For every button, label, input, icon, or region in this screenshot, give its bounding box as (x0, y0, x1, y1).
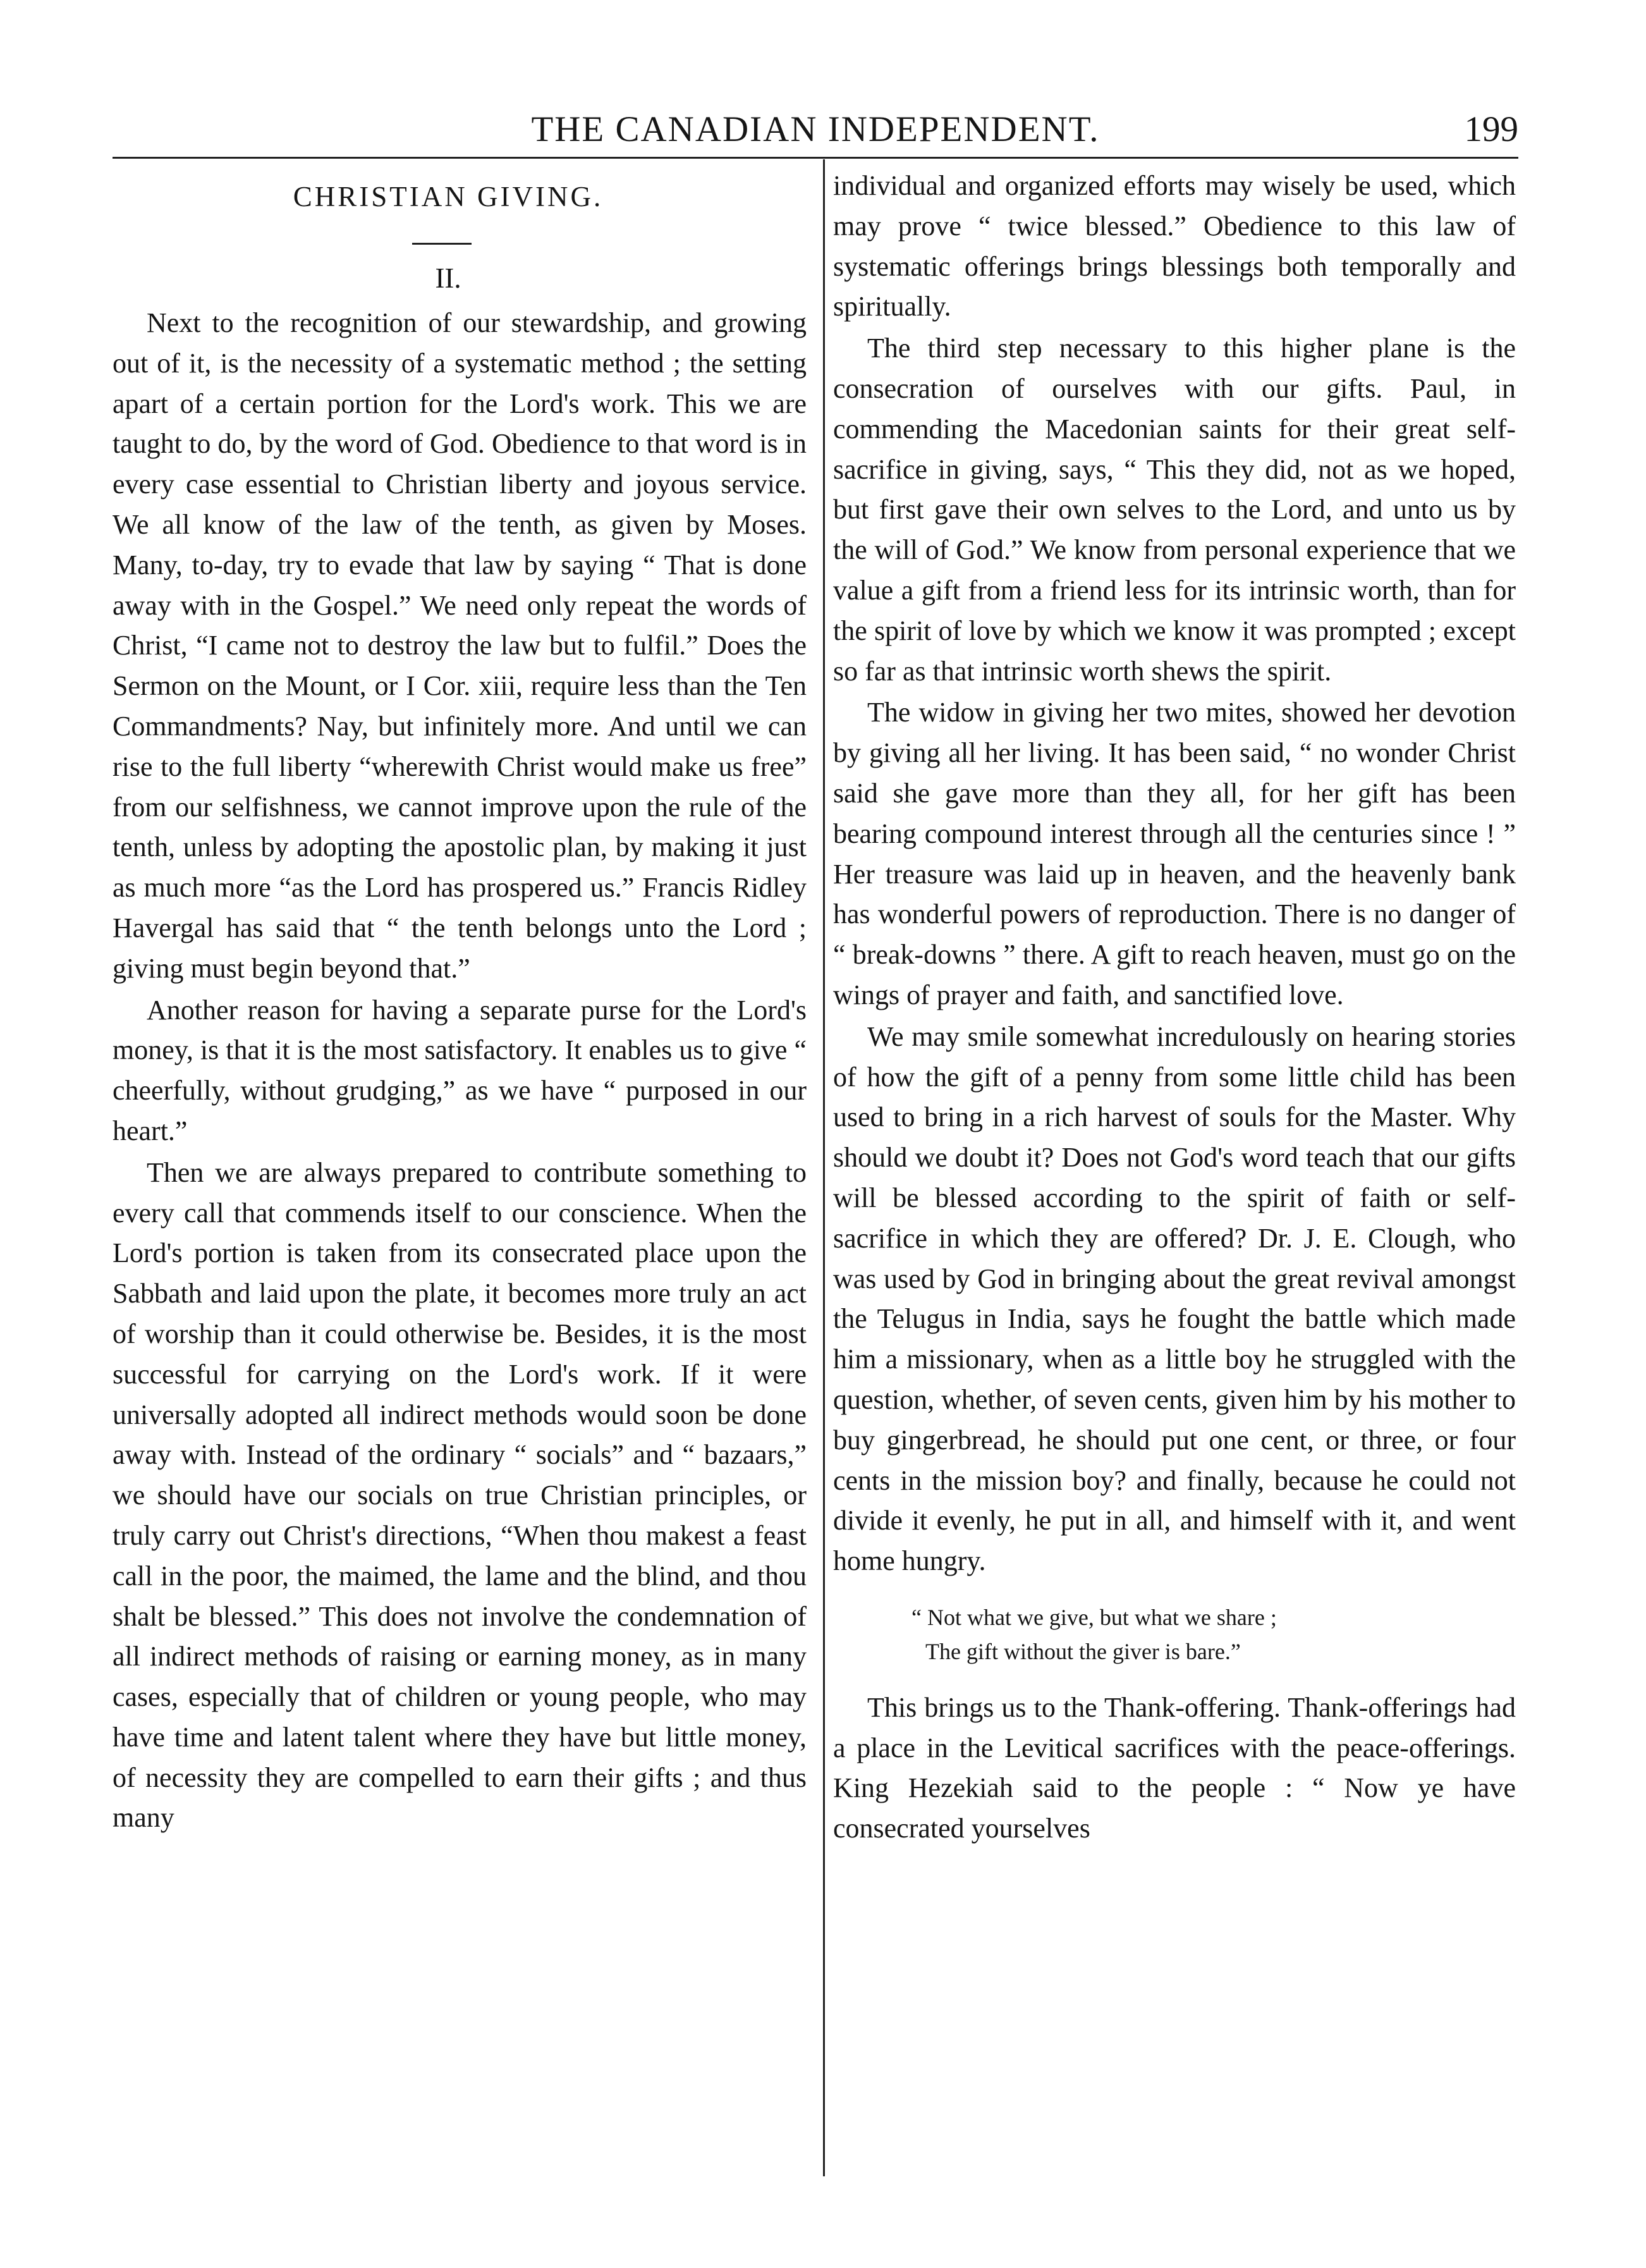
article-title: CHRISTIAN GIVING. (293, 181, 604, 212)
column-divider (823, 159, 825, 2176)
paragraph: The widow in giving her two mites, showed her devotion by giving all her living. It has been said, “ no wonder Christ said she gave more than they all, for her gift has been bearing compound interest through all the centuries since ! ” Her treasure was laid up in heaven, and the heavenly bank has wonderful powers of reproduction. There is no danger of “ break-downs ” there. A gift to reach heaven, must go on the wings of prayer and faith, and sanctified love. (833, 697, 1516, 1010)
verse-quote (833, 1600, 1516, 1669)
title-dash (412, 243, 472, 245)
left-column (113, 166, 807, 1838)
header-rule (113, 157, 1518, 159)
paragraph: The third step necessary to this higher plane is the consecration of ourselves with our gifts. Paul, in commending the Macedonian saints for their great self-sacrifice in giving, says, “ This they did, not as we hoped, but first gave their own selves to the Lord, and unto us by the will of God.” We know from personal experience that we value a gift from a friend less for its intrinsic worth, than for the spirit of love by which we know it was prompted ; except so far as that intrinsic worth shews the spirit. (833, 333, 1516, 687)
paragraph: individual and organized efforts may wisely be used, which may prove “ twice blessed.” Obedience to this law of systematic offerings brings blessings both temporally and spiritually. (833, 170, 1516, 322)
paragraph: This brings us to the Thank-offering. Thank-offerings had a place in the Levitical sacrifices with the peace-offerings. King Hezekiah said to the people : “ Now ye have consecrated yourselves (833, 1691, 1516, 1844)
journal-title: THE CANADIAN INDEPENDENT. (531, 109, 1100, 149)
article-part-number: II. (435, 262, 461, 294)
verse-line: “ Not what we give, but what we share ; (911, 1604, 1277, 1630)
verse-line: The gift without the giver is bare.” (925, 1638, 1241, 1664)
paragraph: Another reason for having a separate purse for the Lord's money, is that it is the most satisfactory. It enables us to give “ cheerfully, without grudging,” as we have “ purposed in our heart.” (113, 994, 807, 1146)
paragraph: We may smile somewhat incredulously on hearing stories of how the gift of a penny from some little child has been used to bring in a rich harvest of souls for the Master. Why should we doubt it? Does not God's word teach that our gifts will be blessed according to the spirit of faith or self-sacrifice in which they are offered? Dr. J. E. Clough, who was used by God in bringing about the great revival amongst the Telugus in India, says he fought the battle which made him a missionary, when as a little boy he struggled with the question, whether, of seven cents, given him by his mother to buy gingerbread, he should put one cent, or three, or four cents in the mission boy? and finally, because he could not divide it evenly, he put in all, and himself with it, and went home hungry. (833, 1021, 1516, 1577)
page-number: 199 (1464, 109, 1518, 149)
running-header (113, 106, 1518, 153)
right-column (833, 166, 1516, 1849)
paragraph: Then we are always prepared to contribute something to every call that commends itself to our conscience. When the Lord's portion is taken from its consecrated place upon the Sabbath and laid upon the plate, it becomes more truly an act of worship than it could otherwise be. Besides, it is the most successful for carrying on the Lord's work. If it were universally adopted all indirect methods would soon be done away with. Instead of the ordinary “ socials” and “ bazaars,” we should have our socials on true Christian principles, or truly carry out Christ's directions, “When thou makest a feast call in the poor, the maimed, the lame and the blind, and thou shalt be blessed.” This does not involve the condemnation of all indirect methods of raising or earning money, as in many cases, especially that of children or young people, who may have time and latent talent where they have but little money, of necessity they are compelled to earn their gifts ; and thus many (113, 1156, 807, 1834)
paragraph: Next to the recognition of our stewardship, and growing out of it, is the necessity of a systematic method ; the setting apart of a certain portion for the Lord's work. This we are taught to do, by the word of God. Obedience to that word is in every case essential to Christian liberty and joyous service. We all know of the law of the tenth, as given by Moses. Many, to-day, try to evade that law by saying “ That is done away with in the Gospel.” We need only repeat the words of Christ, “I came not to destroy the law but to fulfil.” Does the Sermon on the Mount, or I Cor. xiii, require less than the Ten Commandments? Nay, but infinitely more. And until we can rise to the full liberty “wherewith Christ would make us free” from our selfishness, we cannot improve upon the rule of the tenth, unless by adopting the apostolic plan, by making it just as much more “as the Lord has prospered us.” Francis Ridley Havergal has said that “ the tenth belongs unto the Lord ; giving must begin beyond that.” (113, 307, 807, 984)
